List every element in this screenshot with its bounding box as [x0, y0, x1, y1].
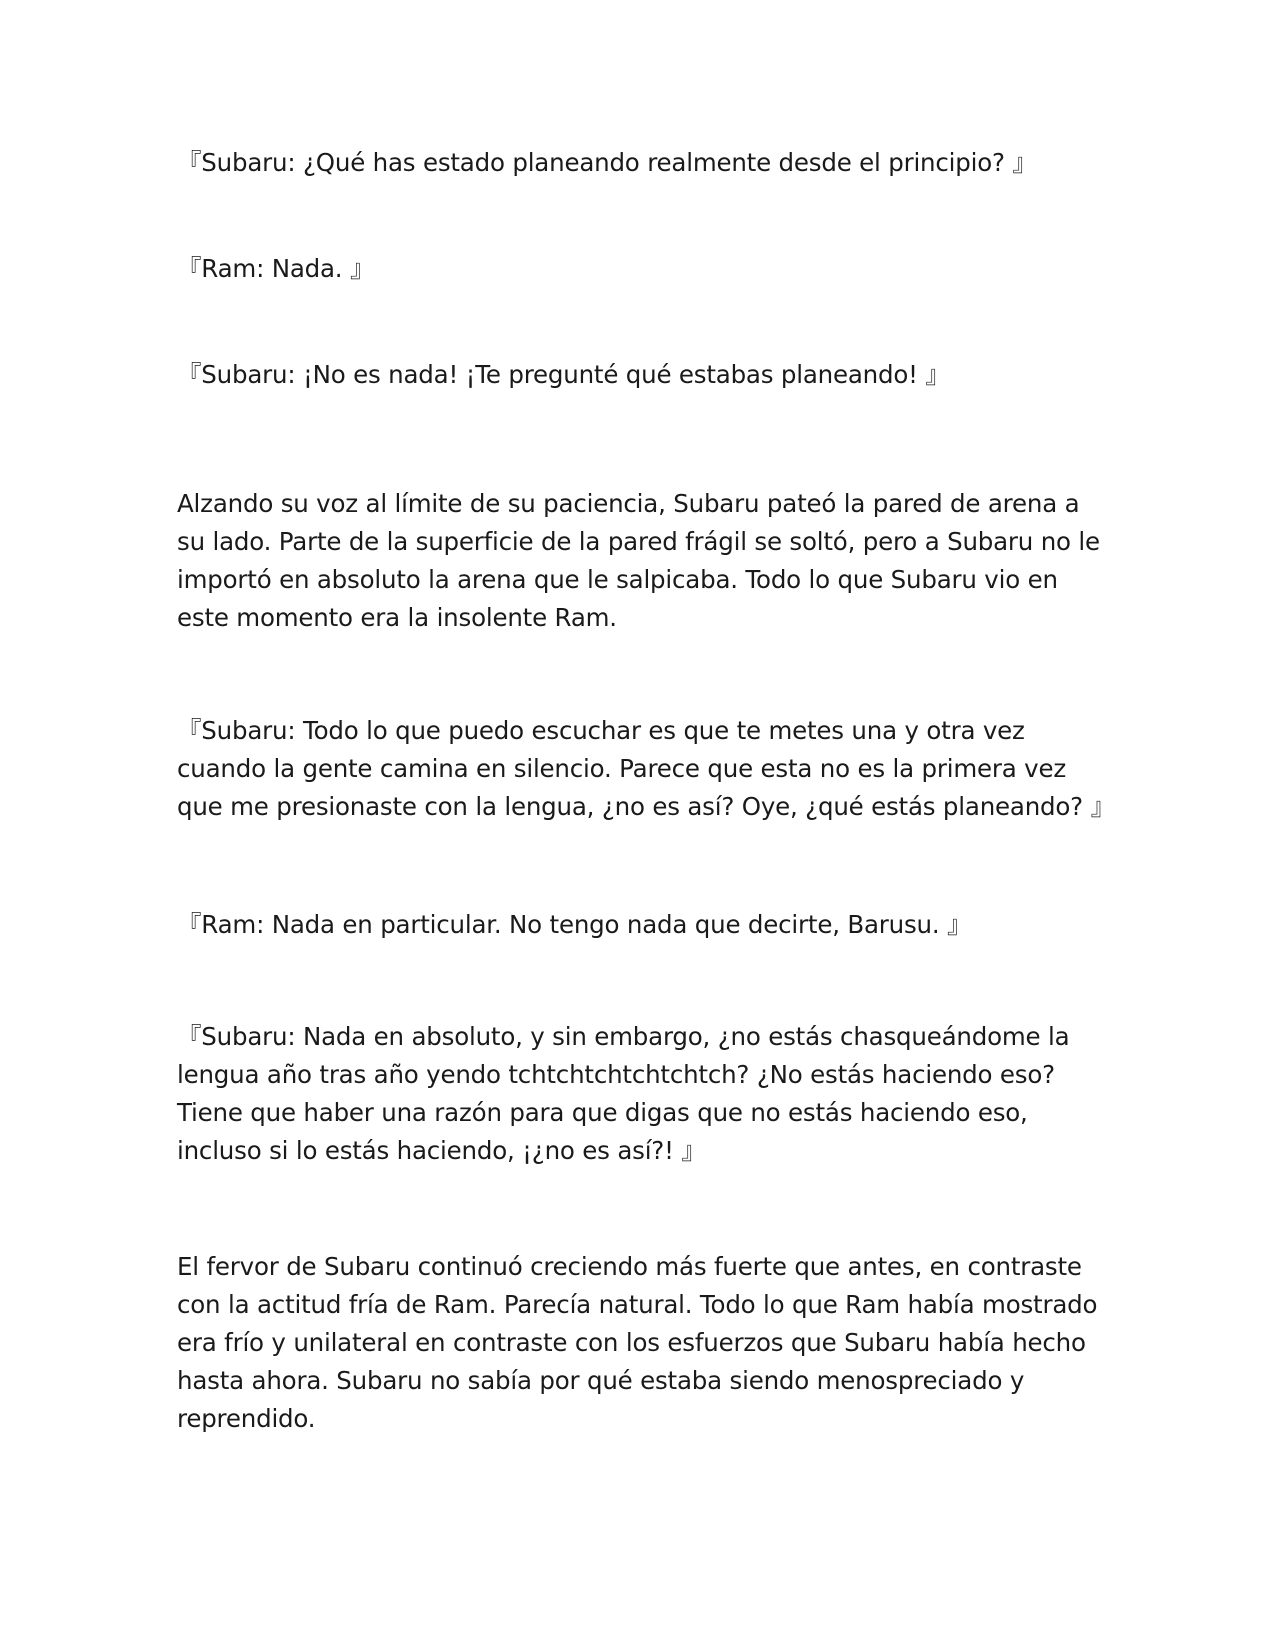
dialogue-ram-2: 『Ram: Nada en particular. No tengo nada que decirte, Barusu. 』 [177, 910, 972, 939]
narration-paragraph-1: Alzando su voz al límite de su paciencia, Subaru pateó la pared de arena a su lado. Parte de la superficie de la pared frágil se soltó, pero a Subaru no le importó en absoluto la arena que le salpicaba. Todo lo que Subaru vio en este momento era la insolente Ram. [177, 489, 1100, 632]
dialogue-subaru-4: 『Subaru: Nada en absoluto, y sin embargo, ¿no estás chasqueándome la lengua año tras año yendo tchtchtchtchtchtch? ¿No estás haciendo eso? Tiene que haber una razón para que digas que no estás haciendo eso, incluso si lo estás haciendo, ¡¿no es así?! 』 [177, 1022, 1070, 1165]
narration-paragraph-2: El fervor de Subaru continuó creciendo más fuerte que antes, en contraste con la actitud fría de Ram. Parecía natural. Todo lo que Ram había mostrado era frío y unilateral en contraste con los esfuerzos que Subaru había hecho hasta ahora. Subaru no sabía por qué estaba siendo menospreciado y reprendido. [177, 1252, 1098, 1433]
dialogue-subaru-3: 『Subaru: Todo lo que puedo escuchar es que te metes una y otra vez cuando la gente camina en silencio. Parece que esta no es la primera vez que me presionaste con la lengua, ¿no es así? Oye, ¿qué estás planeando? 』 [177, 716, 1115, 821]
dialogue-subaru-1: 『Subaru: ¿Qué has estado planeando realmente desde el principio? 』 [177, 148, 1037, 177]
dialogue-ram-1: 『Ram: Nada. 』 [177, 254, 375, 283]
dialogue-subaru-2: 『Subaru: ¡No es nada! ¡Te pregunté qué estabas planeando! 』 [177, 360, 950, 389]
